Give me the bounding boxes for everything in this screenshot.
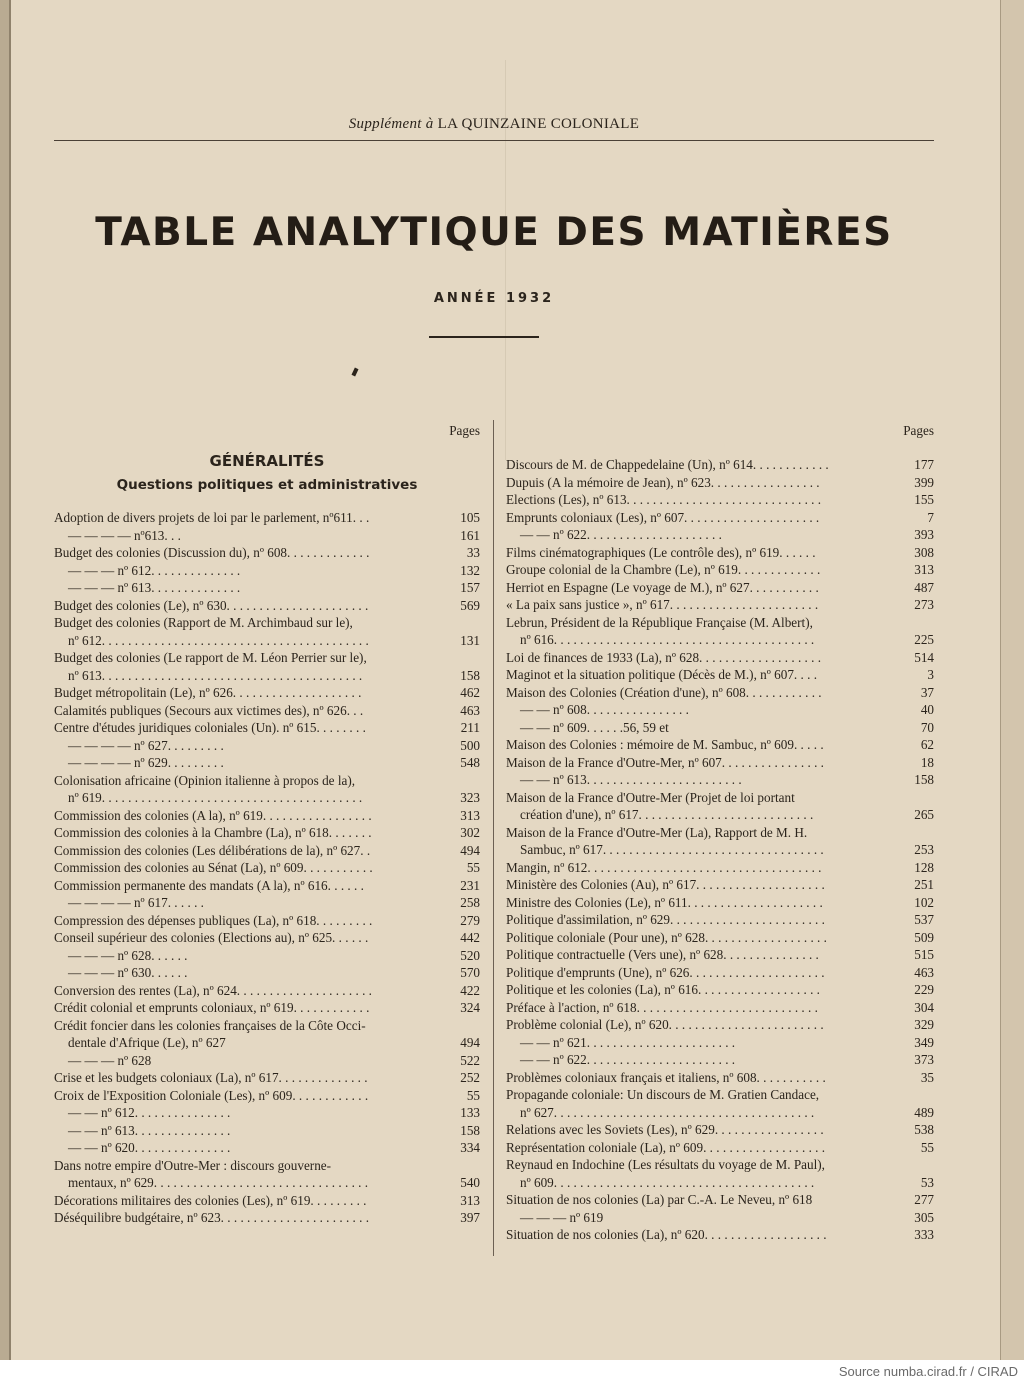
index-entry	[54, 509, 480, 527]
entry-text: Emprunts coloniaux (Les), nº 607. . . . . . . . . . . . . . . . . . . . .	[506, 509, 820, 525]
left-entry-list	[54, 509, 480, 1227]
index-entry	[506, 579, 934, 597]
index-entry	[506, 981, 934, 999]
entry-page-number: 158	[460, 1122, 480, 1138]
entry-text: Budget des colonies (Rapport de M. Archimbaud sur le),	[54, 615, 353, 630]
right-entry-list	[506, 456, 934, 1244]
entry-page-number: 548	[460, 755, 480, 770]
entry-text: — — nº 622. . . . . . . . . . . . . . . . . . . . .	[520, 527, 722, 542]
entry-page-number: 324	[460, 1000, 480, 1015]
entry-page-number: 132	[460, 562, 480, 578]
entry-text: Conseil supérieur des colonies (Elections au), nº 625. . . . . .	[54, 930, 369, 945]
entry-text: — — — nº 619	[520, 1209, 604, 1225]
entry-text: Sambuc, nº 617. . . . . . . . . . . . . . . . . . . . . . . . . . . . . . . . . .	[520, 842, 824, 857]
entry-text: nº 613. . . . . . . . . . . . . . . . . . . . . . . . . . . . . . . . . . . . . . . .	[68, 667, 363, 683]
entry-text: Groupe colonial de la Chambre (Le), nº 619. . . . . . . . . . . . .	[506, 562, 821, 577]
entry-text: Maison des Colonies : mémoire de M. Sambuc, nº 609. . . . .	[506, 737, 824, 752]
index-entry	[54, 947, 480, 965]
entry-page-number: 520	[460, 947, 480, 963]
index-entry	[54, 597, 480, 615]
entry-text: — — — nº 612. . . . . . . . . . . . . .	[68, 562, 241, 578]
entry-page-number: 105	[460, 510, 480, 525]
entry-page-number: 334	[460, 1140, 480, 1155]
entry-page-number: 55	[466, 1087, 480, 1103]
entry-page-number: 157	[460, 580, 480, 595]
header-rule	[54, 140, 934, 141]
index-entry	[54, 1104, 480, 1122]
entry-text: Situation de nos colonies (La), nº 620. . . . . . . . . . . . . . . . . . .	[506, 1227, 827, 1242]
entry-text: nº 627. . . . . . . . . . . . . . . . . . . . . . . . . . . . . . . . . . . . . . . .	[520, 1104, 815, 1120]
index-entry	[54, 1034, 480, 1052]
entry-page-number: 40	[920, 702, 934, 717]
left-column	[54, 422, 480, 1227]
entry-text: création d'une), nº 617. . . . . . . . . . . . . . . . . . . . . . . . . . .	[520, 807, 814, 822]
entry-page-number: 509	[914, 929, 934, 945]
index-entry	[506, 1191, 934, 1209]
entry-text: Crise et les budgets coloniaux (La), nº 617. . . . . . . . . . . . . .	[54, 1070, 368, 1085]
entry-page-number: 265	[914, 807, 934, 822]
index-entry	[506, 526, 934, 544]
index-entry	[506, 911, 934, 929]
entry-page-number: 258	[460, 895, 480, 910]
entry-page-number: 489	[914, 1104, 934, 1120]
entry-page-number: 329	[914, 1017, 934, 1032]
entry-page-number: 487	[914, 579, 934, 595]
entry-text: dentale d'Afrique (Le), nº 627	[68, 1035, 226, 1050]
entry-page-number: 161	[460, 527, 480, 543]
index-entry	[54, 667, 480, 685]
entry-text: nº 609. . . . . . . . . . . . . . . . . . . . . . . . . . . . . . . . . . . . . . . .	[520, 1174, 815, 1190]
index-entry	[506, 859, 934, 877]
entry-text: Commission des colonies (A la), nº 619. . . . . . . . . . . . . . . . .	[54, 807, 372, 823]
index-entry	[54, 912, 480, 930]
index-entry	[54, 894, 480, 912]
index-entry	[54, 527, 480, 545]
entry-page-number: 177	[914, 457, 934, 472]
entry-page-number: 231	[460, 877, 480, 893]
index-entry	[506, 1121, 934, 1139]
entry-text: Situation de nos colonies (La) par C.-A. Le Neveu, nº 618	[506, 1192, 813, 1207]
index-entry	[54, 999, 480, 1017]
entry-page-number: 393	[914, 527, 934, 542]
entry-text: Politique coloniale (Pour une), nº 628. . . . . . . . . . . . . . . . . . .	[506, 929, 827, 945]
entry-text: Reynaud en Indochine (Les résultats du voyage de M. Paul),	[506, 1157, 825, 1172]
index-entry	[506, 789, 934, 807]
index-entry	[506, 666, 934, 684]
index-entry	[54, 1174, 480, 1192]
entry-text: Maison des Colonies (Création d'une), nº 608. . . . . . . . . . . .	[506, 684, 822, 700]
entry-page-number: 70	[920, 719, 934, 735]
index-entry	[506, 456, 934, 474]
entry-text: Elections (Les), nº 613. . . . . . . . . . . . . . . . . . . . . . . . . . . . . .	[506, 492, 822, 507]
right-pages-header: Pages	[903, 423, 934, 438]
entry-page-number: 442	[460, 930, 480, 945]
page-edge-shadow	[9, 0, 11, 1360]
title-rule	[429, 336, 539, 338]
index-entry	[54, 1122, 480, 1140]
entry-page-number: 463	[460, 702, 480, 718]
entry-text: Crédit foncier dans les colonies françaises de la Côte Occi-	[54, 1017, 366, 1033]
entry-page-number: 229	[914, 982, 934, 997]
entry-text: Maginot et la situation politique (Décès de M.), nº 607. . . .	[506, 667, 818, 682]
entry-page-number: 302	[460, 825, 480, 840]
entry-page-number: 514	[914, 649, 934, 665]
entry-page-number: 102	[914, 894, 934, 910]
index-entry	[506, 736, 934, 754]
entry-text: Préface à l'action, nº 618. . . . . . . . . . . . . . . . . . . . . . . . . . . .	[506, 999, 818, 1015]
index-entry	[54, 1192, 480, 1210]
entry-page-number: 158	[914, 772, 934, 787]
entry-text: — — — nº 630. . . . . .	[68, 965, 188, 980]
index-entry	[54, 544, 480, 562]
entry-text: Lebrun, Président de la République Française (M. Albert),	[506, 614, 813, 630]
entry-page-number: 313	[914, 562, 934, 577]
entry-text: — — — — nº 627. . . . . . . . .	[68, 737, 224, 753]
entry-text: — — nº 622. . . . . . . . . . . . . . . . . . . . . . .	[520, 1052, 736, 1067]
entry-text: Crédit colonial et emprunts coloniaux, nº 619. . . . . . . . . . . .	[54, 1000, 370, 1015]
entry-text: Loi de finances de 1933 (La), nº 628. . . . . . . . . . . . . . . . . . .	[506, 649, 822, 665]
subsection-title: Questions politiques et administratives	[116, 477, 418, 493]
entry-page-number: 515	[914, 947, 934, 962]
entry-page-number: 304	[914, 999, 934, 1015]
entry-text: Dupuis (A la mémoire de Jean), nº 623. . . . . . . . . . . . . . . . .	[506, 474, 820, 490]
entry-text: Ministère des Colonies (Au), nº 617. . . . . . . . . . . . . . . . . . . .	[506, 877, 825, 892]
entry-text: Relations avec les Soviets (Les), nº 629. . . . . . . . . . . . . . . . .	[506, 1122, 824, 1137]
index-entry	[506, 561, 934, 579]
entry-page-number: 155	[914, 492, 934, 507]
entry-page-number: 33	[466, 545, 480, 560]
entry-text: Compression des dépenses publiques (La), nº 618. . . . . . . . .	[54, 912, 373, 928]
entry-page-number: 133	[460, 1105, 480, 1120]
index-entry	[506, 1034, 934, 1052]
index-entry	[54, 824, 480, 842]
index-entry	[54, 719, 480, 737]
index-entry	[54, 1139, 480, 1157]
index-entry	[54, 1157, 480, 1175]
entry-page-number: 333	[914, 1227, 934, 1242]
entry-text: Adoption de divers projets de loi par le parlement, nº611. . .	[54, 510, 370, 525]
index-entry	[506, 964, 934, 982]
index-entry	[506, 491, 934, 509]
entry-text: Budget métropolitain (Le), nº 626. . . . . . . . . . . . . . . . . . . .	[54, 685, 362, 700]
entry-page-number: 537	[914, 912, 934, 927]
index-entry	[506, 841, 934, 859]
entry-page-number: 397	[460, 1210, 480, 1225]
entry-page-number: 373	[914, 1052, 934, 1067]
entry-page-number: 131	[460, 632, 480, 648]
index-entry	[506, 999, 934, 1017]
index-entry	[54, 1017, 480, 1035]
index-entry	[506, 1156, 934, 1174]
index-entry	[506, 1139, 934, 1157]
entry-page-number: 422	[460, 982, 480, 998]
index-entry	[506, 1086, 934, 1104]
index-entry	[54, 1052, 480, 1070]
left-pages-header: Pages	[449, 423, 480, 438]
page-edge-right	[1000, 0, 1024, 1360]
index-entry	[506, 1226, 934, 1244]
entry-page-number: 570	[460, 965, 480, 980]
entry-text: Commission des colonies au Sénat (La), nº 609. . . . . . . . . . .	[54, 860, 373, 875]
index-entry	[506, 894, 934, 912]
entry-page-number: 500	[460, 737, 480, 753]
entry-text: Conversion des rentes (La), nº 624. . . . . . . . . . . . . . . . . . . . .	[54, 982, 372, 998]
entry-text: mentaux, nº 629. . . . . . . . . . . . . . . . . . . . . . . . . . . . . . . . .	[68, 1175, 369, 1190]
ink-mark	[351, 368, 358, 377]
entry-text: Discours de M. de Chappedelaine (Un), nº 614. . . . . . . . . . . .	[506, 457, 829, 472]
entry-text: nº 612. . . . . . . . . . . . . . . . . . . . . . . . . . . . . . . . . . . . . . . . .	[68, 632, 369, 648]
index-entry	[506, 1104, 934, 1122]
entry-text: Problème colonial (Le), nº 620. . . . . . . . . . . . . . . . . . . . . . . .	[506, 1017, 824, 1032]
entry-text: Colonisation africaine (Opinion italienne à propos de la),	[54, 772, 356, 788]
index-entry	[54, 649, 480, 667]
entry-page-number: 18	[920, 754, 934, 770]
entry-page-number: 252	[460, 1070, 480, 1085]
index-entry	[54, 929, 480, 947]
entry-text: Maison de la France d'Outre-Mer (Projet de loi portant	[506, 789, 795, 805]
entry-text: Politique contractuelle (Vers une), nº 628. . . . . . . . . . . . . . .	[506, 947, 819, 962]
page-title: TABLE ANALYTIQUE DES MATIÈRES	[95, 210, 893, 255]
index-entry	[506, 1209, 934, 1227]
index-entry	[506, 1069, 934, 1087]
index-entry	[54, 1087, 480, 1105]
supplement-header	[54, 116, 934, 133]
index-entry	[506, 719, 934, 737]
entry-page-number: 7	[927, 509, 934, 525]
entry-text: — — nº 621. . . . . . . . . . . . . . . . . . . . . . .	[520, 1034, 736, 1050]
index-entry	[54, 737, 480, 755]
source-credit: Source numba.cirad.fr / CIRAD	[838, 1364, 1018, 1379]
entry-page-number: 463	[914, 964, 934, 980]
entry-page-number: 313	[460, 1192, 480, 1208]
entry-page-number: 158	[460, 667, 480, 683]
entry-text: — — — — nº 629. . . . . . . . .	[68, 755, 224, 770]
entry-text: nº 619. . . . . . . . . . . . . . . . . . . . . . . . . . . . . . . . . . . . . . . .	[68, 790, 363, 805]
entry-page-number: 279	[460, 912, 480, 928]
entry-text: Maison de la France d'Outre-Mer (La), Rapport de M. H.	[506, 824, 808, 840]
entry-text: — — nº 613. . . . . . . . . . . . . . .	[68, 1122, 231, 1138]
index-entry	[54, 807, 480, 825]
entry-page-number: 273	[914, 597, 934, 612]
entry-page-number: 569	[460, 597, 480, 613]
entry-page-number: 313	[460, 807, 480, 823]
entry-text: — — nº 609. . . . . .56, 59 et	[520, 719, 669, 735]
entry-text: Dans notre empire d'Outre-Mer : discours gouverne-	[54, 1157, 332, 1173]
index-entry	[506, 754, 934, 772]
entry-page-number: 349	[914, 1034, 934, 1050]
index-entry	[54, 859, 480, 877]
entry-text: — — nº 608. . . . . . . . . . . . . . . .	[520, 702, 689, 717]
entry-text: — — nº 620. . . . . . . . . . . . . . .	[68, 1140, 231, 1155]
entry-page-number: 323	[460, 790, 480, 805]
entry-page-number: 305	[914, 1209, 934, 1225]
entry-page-number: 225	[914, 632, 934, 647]
entry-text: Politique et les colonies (La), nº 616. . . . . . . . . . . . . . . . . . .	[506, 982, 820, 997]
entry-text: Budget des colonies (Le), nº 630. . . . . . . . . . . . . . . . . . . . . .	[54, 597, 369, 613]
entry-page-number: 462	[460, 685, 480, 700]
index-entry	[506, 701, 934, 719]
index-entry	[506, 684, 934, 702]
entry-page-number: 494	[460, 842, 480, 858]
entry-text: « La paix sans justice », nº 617. . . . . . . . . . . . . . . . . . . . . . .	[506, 597, 819, 612]
index-entry	[506, 771, 934, 789]
entry-page-number: 128	[914, 859, 934, 875]
entry-text: Calamités publiques (Secours aux victimes des), nº 626. . .	[54, 702, 364, 718]
index-entry	[506, 474, 934, 492]
entry-text: Ministre des Colonies (Le), nº 611. . . . . . . . . . . . . . . . . . . . .	[506, 894, 823, 910]
entry-text: Déséquilibre budgétaire, nº 623. . . . . . . . . . . . . . . . . . . . . . .	[54, 1210, 370, 1225]
right-column	[506, 422, 934, 1244]
index-entry	[506, 596, 934, 614]
entry-text: Commission permanente des mandats (A la), nº 616. . . . . .	[54, 877, 364, 893]
index-entry	[54, 877, 480, 895]
entry-text: — — — nº 613. . . . . . . . . . . . . .	[68, 580, 241, 595]
entry-page-number: 399	[914, 474, 934, 490]
entry-text: Politique d'emprunts (Une), nº 626. . . . . . . . . . . . . . . . . . . . .	[506, 964, 825, 980]
entry-page-number: 538	[914, 1122, 934, 1137]
entry-text: — — — — nº613. . .	[68, 527, 181, 543]
entry-text: Commission des colonies (Les délibérations de la), nº 627. .	[54, 842, 371, 858]
entry-text: — — — nº 628	[68, 1052, 152, 1068]
entry-text: Centre d'études juridiques coloniales (Un). nº 615. . . . . . . .	[54, 720, 366, 735]
index-entry	[54, 702, 480, 720]
entry-text: Herriot en Espagne (Le voyage de M.), nº 627. . . . . . . . . . .	[506, 579, 819, 595]
index-entry	[54, 684, 480, 702]
entry-page-number: 55	[920, 1139, 934, 1155]
index-entry	[506, 1174, 934, 1192]
index-entry	[506, 1051, 934, 1069]
index-entry	[54, 579, 480, 597]
entry-text: nº 616. . . . . . . . . . . . . . . . . . . . . . . . . . . . . . . . . . . . . . . .	[520, 632, 815, 647]
index-entry	[54, 1209, 480, 1227]
index-entry	[506, 946, 934, 964]
index-entry	[506, 509, 934, 527]
entry-page-number: 277	[914, 1192, 934, 1207]
entry-text: — — nº 613. . . . . . . . . . . . . . . . . . . . . . . .	[520, 772, 742, 787]
entry-page-number: 35	[920, 1069, 934, 1085]
page-edge-left	[0, 0, 9, 1360]
index-entry	[506, 614, 934, 632]
index-entry	[506, 876, 934, 894]
index-entry	[506, 929, 934, 947]
supplement-italic: Supplément à	[348, 116, 434, 132]
index-entry	[506, 649, 934, 667]
entry-text: Mangin, nº 612. . . . . . . . . . . . . . . . . . . . . . . . . . . . . . . . . . . .	[506, 859, 822, 875]
entry-text: Budget des colonies (Discussion du), nº 608. . . . . . . . . . . . .	[54, 545, 370, 560]
entry-page-number: 211	[460, 720, 480, 735]
index-entry	[506, 1016, 934, 1034]
entry-page-number: 62	[920, 737, 934, 752]
entry-text: Films cinématographiques (Le contrôle des), nº 619. . . . . .	[506, 544, 816, 560]
index-entry	[54, 632, 480, 650]
entry-page-number: 251	[914, 877, 934, 892]
index-entry	[54, 964, 480, 982]
entry-page-number: 53	[920, 1174, 934, 1190]
entry-text: Représentation coloniale (La), nº 609. . . . . . . . . . . . . . . . . . .	[506, 1139, 826, 1155]
entry-text: Maison de la France d'Outre-Mer, nº 607. . . . . . . . . . . . . . . .	[506, 754, 824, 770]
index-entry	[506, 806, 934, 824]
entry-page-number: 308	[914, 544, 934, 560]
index-entry	[506, 824, 934, 842]
entry-text: Croix de l'Exposition Coloniale (Les), nº 609. . . . . . . . . . . .	[54, 1087, 369, 1103]
index-entry	[54, 1069, 480, 1087]
entry-text: Budget des colonies (Le rapport de M. Léon Perrier sur le),	[54, 650, 367, 665]
supplement-title: LA QUINZAINE COLONIALE	[437, 116, 640, 132]
entry-text: — — nº 612. . . . . . . . . . . . . . .	[68, 1105, 231, 1120]
column-divider	[493, 420, 494, 1256]
entry-page-number: 522	[460, 1052, 480, 1068]
entry-text: — — — nº 628. . . . . .	[68, 947, 188, 963]
entry-page-number: 3	[927, 667, 934, 682]
index-entry	[54, 842, 480, 860]
entry-text: — — — — nº 617. . . . . .	[68, 895, 204, 910]
index-entry	[506, 544, 934, 562]
entry-page-number: 540	[460, 1175, 480, 1190]
index-entry	[54, 772, 480, 790]
index-entry	[54, 562, 480, 580]
entry-page-number: 55	[466, 860, 480, 875]
entry-text: Propagande coloniale: Un discours de M. Gratien Candace,	[506, 1087, 820, 1102]
section-title: GÉNÉRALITÉS	[209, 452, 325, 470]
index-entry	[506, 631, 934, 649]
entry-text: Politique d'assimilation, nº 629. . . . . . . . . . . . . . . . . . . . . . . .	[506, 912, 825, 927]
entry-text: Problèmes coloniaux français et italiens, nº 608. . . . . . . . . . .	[506, 1069, 826, 1085]
index-entry	[54, 982, 480, 1000]
entry-text: Décorations militaires des colonies (Les), nº 619. . . . . . . . .	[54, 1192, 367, 1208]
entry-text: Commission des colonies à la Chambre (La), nº 618. . . . . . .	[54, 825, 372, 840]
index-entry	[54, 789, 480, 807]
entry-page-number: 253	[914, 842, 934, 857]
entry-page-number: 494	[460, 1035, 480, 1050]
index-entry	[54, 614, 480, 632]
year-subtitle: ANNÉE 1932	[433, 291, 555, 306]
index-entry	[54, 754, 480, 772]
entry-page-number: 37	[920, 684, 934, 700]
